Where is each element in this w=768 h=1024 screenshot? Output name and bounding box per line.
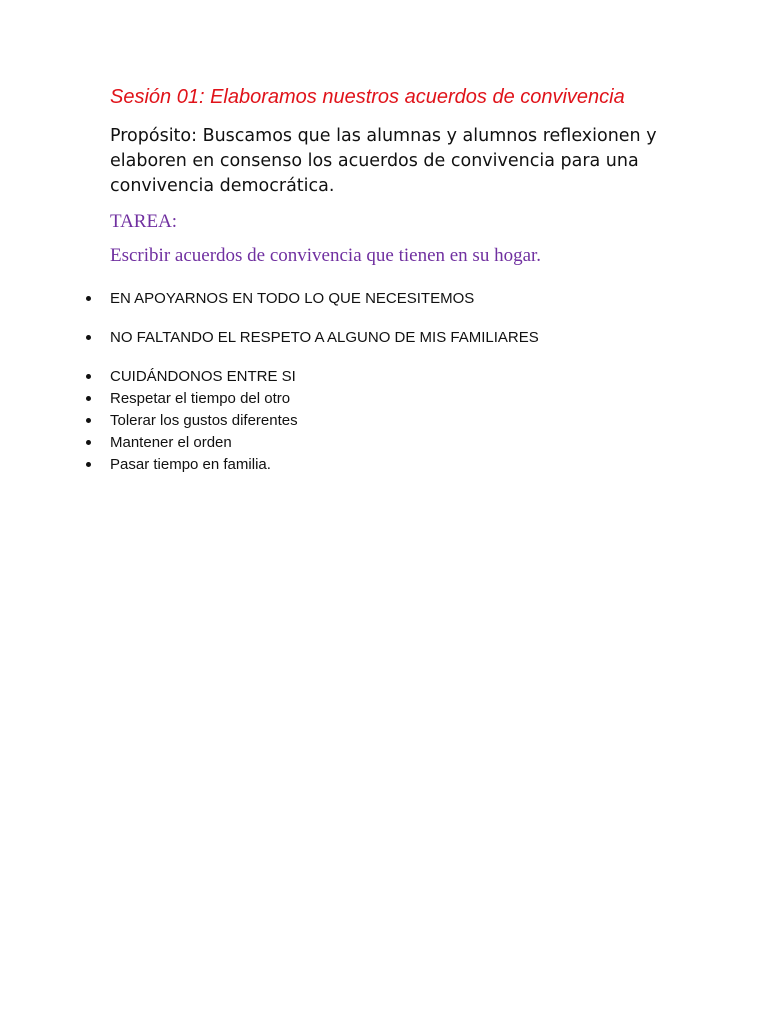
bullet-icon: [86, 396, 91, 401]
list-item-text: Pasar tiempo en familia.: [110, 456, 271, 473]
bullet-icon: [86, 335, 91, 340]
list-item-text: EN APOYARNOS EN TODO LO QUE NECESITEMOS: [110, 290, 475, 307]
task-instruction: Escribir acuerdos de convivencia que tienen en su hogar.: [110, 245, 542, 266]
bullet-icon: [86, 374, 91, 379]
list-item-text: Respetar el tiempo del otro: [110, 390, 291, 407]
task-heading: TAREA:: [110, 211, 178, 232]
list-item-text: CUIDÁNDONOS ENTRE SI: [110, 368, 296, 385]
list-item-text: NO FALTANDO EL RESPETO A ALGUNO DE MIS FAMILIARES: [110, 329, 539, 346]
bullet-icon: [86, 440, 91, 445]
bullet-icon: [86, 296, 91, 301]
session-title: Sesión 01: Elaboramos nuestros acuerdos de convivencia: [110, 86, 625, 108]
bullet-icon: [86, 418, 91, 423]
bullet-icon: [86, 462, 91, 467]
list-item-text: Tolerar los gustos diferentes: [110, 412, 298, 429]
purpose-paragraph: Propósito: Buscamos que las alumnas y alumnos reflexionen y elaboren en consenso los acuerdos de convivencia para una convivencia democrática.: [110, 126, 657, 196]
list-item-text: Mantener el orden: [110, 434, 232, 451]
